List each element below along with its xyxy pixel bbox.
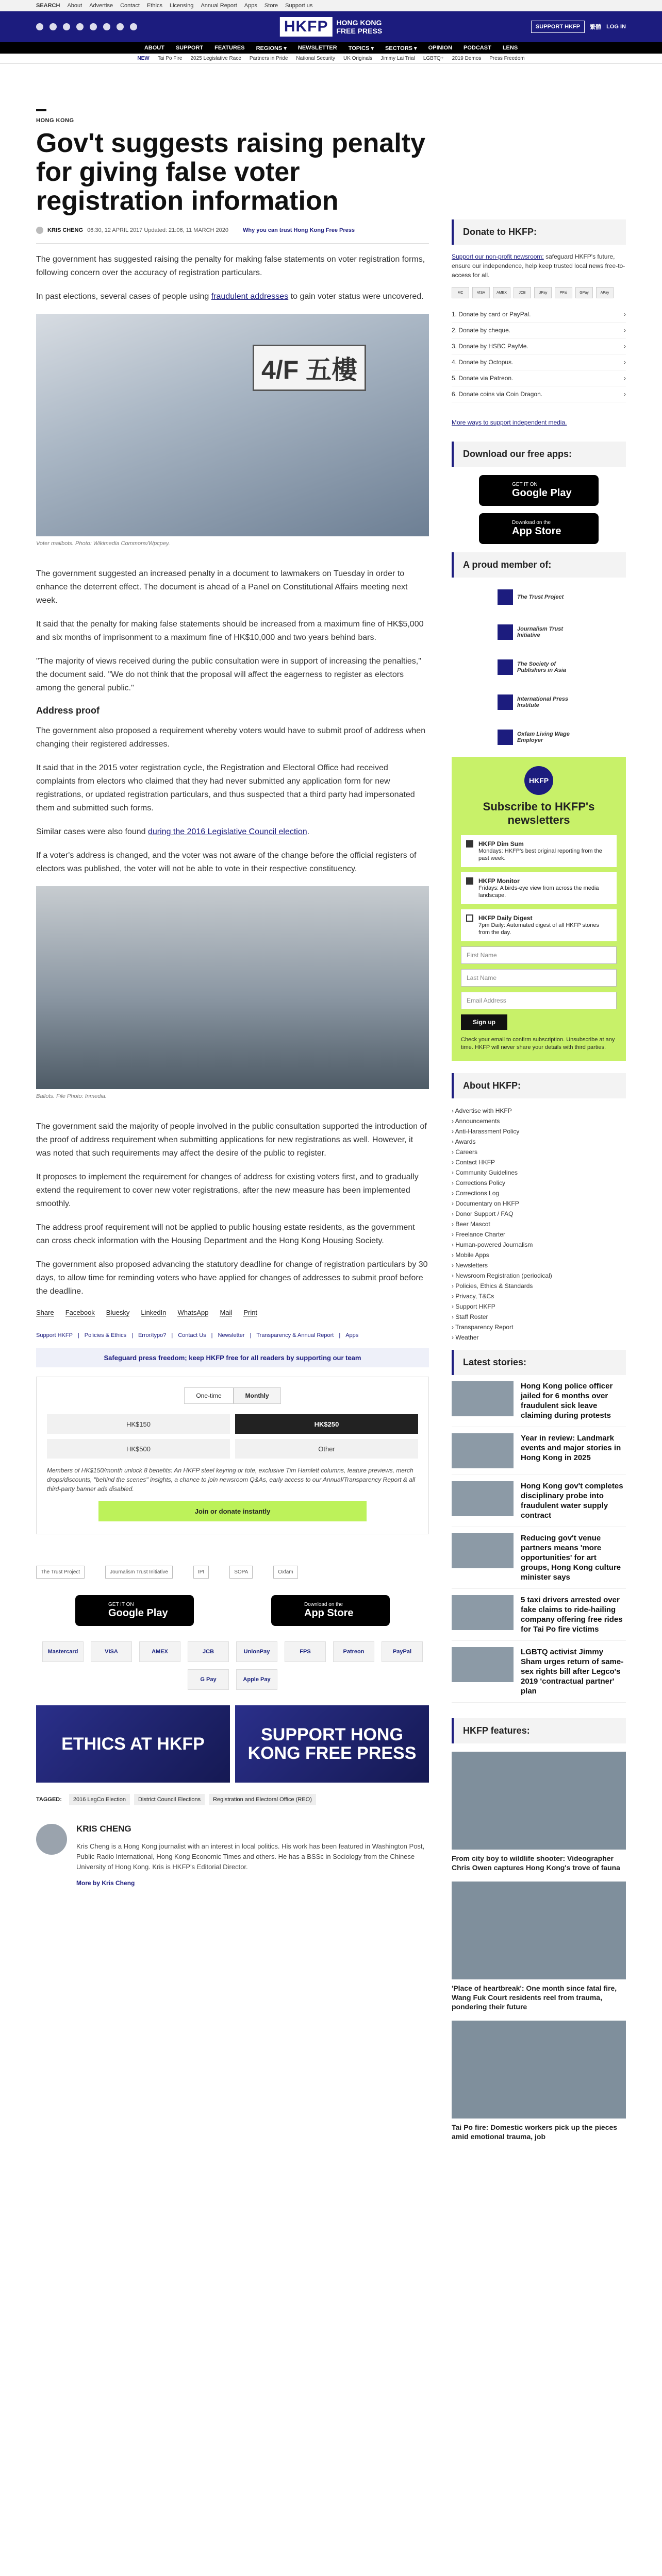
new-label: NEW (137, 56, 150, 61)
share-label: Share (36, 1309, 54, 1316)
trending-national-security[interactable]: National Security (296, 56, 335, 61)
site-header (0, 11, 662, 42)
first-name-input[interactable]: First Name (461, 946, 617, 964)
about-link[interactable]: › Newsroom Registration (periodical) (452, 1270, 626, 1281)
policy-apps[interactable]: Apps (345, 1332, 359, 1338)
trust-link[interactable]: Why you can trust Hong Kong Free Press (243, 227, 355, 233)
newsletter-name: HKFP Daily Digest (478, 914, 533, 922)
about-link[interactable]: › Policies, Ethics & Standards (452, 1281, 626, 1291)
paragraph-text: to gain voter status were uncovered. (288, 292, 424, 301)
story-thumbnail (452, 1647, 514, 1682)
author-box (36, 1824, 429, 1887)
policy-contact[interactable]: Contact Us (178, 1332, 206, 1338)
newsletter-option[interactable] (461, 835, 617, 867)
checkbox-checked[interactable] (466, 840, 473, 848)
about-link[interactable]: › Careers (452, 1147, 626, 1157)
features-list (452, 1752, 626, 2141)
donate-option-label: 4. Donate by Octopus. (452, 359, 514, 366)
sopa-logo[interactable]: SOPA (229, 1566, 253, 1579)
one-time-tab[interactable]: One-time (184, 1387, 233, 1404)
x-icon[interactable] (49, 23, 57, 30)
ipi-logo[interactable]: IPI (193, 1566, 209, 1579)
feature-title[interactable]: 'Place of heartbreak': One month since fatal fire, Wang Fuk Court residents reel from trauma, pondering their future (452, 1984, 617, 2011)
newsletter-title: Subscribe to HKFP's newsletters (483, 800, 595, 826)
gp-big-text: Google Play (512, 487, 572, 499)
story-item[interactable] (452, 1641, 626, 1703)
apps-heading: Download our free apps: (452, 442, 626, 467)
member-name: Oxfam Living Wage Employer (517, 731, 570, 743)
policy-ethics[interactable]: Policies & Ethics (84, 1332, 127, 1338)
story-title: Hong Kong police officer jailed for 6 months over fraudulent sick leave claiming during protests (521, 1382, 613, 1420)
card-logo: MC (452, 287, 469, 298)
donate-option[interactable] (452, 354, 626, 370)
site-logo[interactable] (280, 17, 382, 37)
donate-option-label: 3. Donate by HSBC PayMe. (452, 343, 528, 350)
paragraph: The government has suggested raising the penalty for making false statements on voter registration forms, following concern over the accuracy of registration particulars. (36, 255, 425, 277)
ethics-promo[interactable]: ETHICS AT HKFP (36, 1705, 230, 1783)
amount-option-selected[interactable]: HK$250 (235, 1414, 418, 1434)
trending-partners-pride[interactable]: Partners in Pride (249, 56, 288, 61)
card-logo: PPal (555, 287, 572, 298)
chevron-right-icon: › (624, 359, 626, 366)
join-donate-button[interactable]: Join or donate instantly (98, 1501, 367, 1521)
signup-button[interactable]: Sign up (461, 1014, 507, 1030)
nav-support[interactable]: SUPPORT (175, 45, 204, 51)
chevron-right-icon: › (624, 327, 626, 334)
share-bluesky[interactable]: Bluesky (106, 1309, 130, 1316)
about-heading: About HKFP: (452, 1073, 626, 1098)
support-hkfp-button[interactable]: SUPPORT HKFP (531, 21, 585, 33)
trending-uk-originals[interactable]: UK Originals (343, 56, 373, 61)
gpay-icon: G Pay (188, 1669, 229, 1690)
story-item[interactable] (452, 1475, 626, 1527)
share-print[interactable]: Print (243, 1309, 258, 1316)
feature-image[interactable] (452, 1882, 626, 1979)
youtube-icon[interactable] (90, 23, 97, 30)
oxfam-logo[interactable]: Oxfam (273, 1566, 297, 1579)
newsletter-signup (452, 757, 626, 1061)
member-name: The Society of Publishers in Asia (517, 661, 566, 673)
about-link[interactable]: › Transparency Report (452, 1322, 626, 1332)
support-newsroom-link[interactable]: Support our non-profit newsroom: (452, 253, 544, 260)
policy-newsletter[interactable]: Newsletter (218, 1332, 245, 1338)
as-small-text: Download on the (304, 1602, 343, 1607)
amount-option-other[interactable]: Other (235, 1439, 418, 1459)
trust-project-logo[interactable]: The Trust Project (36, 1566, 85, 1579)
chevron-right-icon: › (624, 375, 626, 382)
paragraph: It said that the penalty for making false statements should be increased from a maximum fine of HK$5,000 and six months of imprisonment to a maximum fine of HK$10,000 and two years behind bars. (36, 620, 424, 642)
paragraph: The address proof requirement will not be applied to public housing estate residents, as the government can cross check information with the Housing Department and the Hong Kong Housing Society. (36, 1223, 415, 1245)
topbar-apps-link[interactable]: Apps (244, 2, 257, 9)
story-thumbnail (452, 1381, 514, 1416)
frequency-toggle (47, 1387, 418, 1404)
facebook-icon[interactable] (36, 23, 43, 30)
trending-nav (0, 54, 662, 64)
amount-option[interactable]: HK$500 (47, 1439, 230, 1459)
jti-icon (498, 624, 513, 640)
photo-caption: Ballots. File Photo: Inmedia. (36, 1093, 107, 1099)
author-info (76, 1824, 429, 1887)
nav-newsletter[interactable]: NEWSLETTER (297, 45, 337, 51)
checkbox-checked[interactable] (466, 877, 473, 885)
trending-press-freedom[interactable]: Press Freedom (489, 56, 525, 61)
latest-stories (452, 1375, 626, 1703)
paragraph (36, 825, 429, 839)
about-link[interactable]: › Corrections Policy (452, 1178, 626, 1188)
nav-podcast[interactable]: PODCAST (464, 45, 491, 51)
header-actions (531, 21, 626, 33)
about-link[interactable]: › Advertise with HKFP (452, 1106, 626, 1116)
about-link[interactable]: › Beer Mascot (452, 1219, 626, 1229)
about-link[interactable]: › Contact HKFP (452, 1157, 626, 1167)
about-links (452, 1098, 626, 1350)
share-linkedin[interactable]: LinkedIn (141, 1309, 167, 1316)
mastercard-icon: Mastercard (42, 1641, 84, 1662)
trending-jimmy-lai[interactable]: Jimmy Lai Trial (380, 56, 415, 61)
member-logo[interactable] (498, 692, 580, 713)
partner-logos (36, 1564, 429, 1580)
about-link[interactable]: › Human-powered Journalism (452, 1240, 626, 1250)
trending-tai-po-fire[interactable]: Tai Po Fire (157, 56, 183, 61)
topbar-ethics-link[interactable]: Ethics (146, 2, 162, 9)
more-ways-link[interactable]: More ways to support independent media. (452, 419, 567, 426)
policy-error[interactable]: Error/typo? (138, 1332, 167, 1338)
story-title: Year in review: Landmark events and major stories in Hong Kong in 2025 (521, 1434, 621, 1462)
topbar-about-link[interactable]: About (67, 2, 82, 9)
donate-option[interactable] (452, 323, 626, 338)
paragraph: "The majority of views received during the public consultation were in support of increasing the penalties," the document said. "We do not think that the proposal will affect the eagerness to register as electors among the general public." (36, 657, 421, 692)
donate-option-label: 5. Donate via Patreon. (452, 375, 514, 382)
author-avatar (36, 227, 43, 234)
about-link[interactable]: › Newsletters (452, 1260, 626, 1270)
paragraph: The government also proposed advancing the statutory deadline for change of registration particulars by 30 days, to allow time for reminding voters who have applied for changes of addresses to submit proof before the deadline. (36, 1260, 428, 1296)
as-big-text: App Store (304, 1607, 354, 1619)
topbar-licensing-link[interactable]: Licensing (169, 2, 194, 9)
article-title: Gov't suggests raising penalty for giving false voter registration information (36, 128, 425, 216)
donate-widget (452, 245, 626, 442)
card-logo: GPay (575, 287, 593, 298)
gp-small-text: GET IT ON (512, 482, 538, 487)
patreon-icon: Patreon (333, 1641, 374, 1662)
topbar-contact-link[interactable]: Contact (120, 2, 140, 9)
rss-icon[interactable] (130, 23, 137, 30)
trending-legislative-race[interactable]: 2025 Legislative Race (190, 56, 241, 61)
member-name: Journalism Trust Initiative (517, 626, 564, 638)
donate-option-label: 2. Donate by cheque. (452, 327, 511, 334)
tags-row (36, 1794, 429, 1805)
floor-sign: 4/F 五樓 (253, 345, 366, 391)
tags-label: TAGGED: (36, 1797, 62, 1803)
divider (36, 243, 429, 244)
hkfp-badge: HKFP (524, 766, 553, 795)
donate-intro-text: safeguard HKFP's future, ensure our independence, help keep trusted local news free-to-access for all. (452, 253, 625, 279)
author-name[interactable]: KRIS CHENG (76, 1824, 131, 1834)
app-store-buttons (36, 1595, 429, 1626)
newsletter-desc: Mondays: HKFP's best original reporting from the past week. (478, 848, 602, 861)
member-logos (452, 587, 626, 748)
member-logo[interactable] (498, 657, 580, 677)
feature-image[interactable] (452, 2021, 626, 2119)
paypal-icon: PayPal (382, 1641, 423, 1662)
monthly-tab[interactable]: Monthly (234, 1387, 281, 1404)
story-item[interactable] (452, 1527, 626, 1589)
about-link[interactable]: › Weather (452, 1332, 626, 1343)
story-item[interactable] (452, 1427, 626, 1475)
instagram-icon[interactable] (63, 23, 70, 30)
author-bio: Kris Cheng is a Hong Kong journalist with an interest in local politics. His work has been featured in Washington Post, Public Radio International, Hong Kong Economic Times and others. He has a BSSc in Sociology from the Chinese University of Hong Kong. Kris is HKFP's Editorial Director. (76, 1842, 425, 1871)
author-link[interactable]: KRIS CHENG (47, 227, 84, 233)
donation-box (36, 1377, 429, 1534)
about-link[interactable]: › Support HKFP (452, 1301, 626, 1312)
story-title: Hong Kong gov't completes disciplinary probe into fraudulent water supply contract (521, 1482, 623, 1520)
donate-option[interactable] (452, 386, 626, 402)
donate-option[interactable] (452, 370, 626, 386)
paragraph: The government said the majority of people involved in the public consultation supported the introduction of the proof of address requirement when submitting applications for new registrations as well. However, it was noted that such requirements may affect the desire of the public to register. (36, 1122, 427, 1158)
member-logo[interactable] (498, 587, 580, 607)
donate-option[interactable] (452, 307, 626, 323)
section-rule (36, 109, 46, 111)
story-title: LGBTQ activist Jimmy Sham urges return of same-sex rights bill after Legco's 2019 'contractual partner' plan (521, 1648, 624, 1696)
topbar-annual-report-link[interactable]: Annual Report (201, 2, 237, 9)
card-logo: VISA (472, 287, 490, 298)
feature-image[interactable] (452, 1752, 626, 1850)
checkbox[interactable] (466, 914, 473, 922)
app-store-button[interactable] (479, 513, 599, 544)
member-logo[interactable] (498, 727, 580, 748)
share-whatsapp[interactable]: WhatsApp (177, 1309, 209, 1316)
policy-transparency[interactable]: Transparency & Annual Report (256, 1332, 334, 1338)
nav-opinion[interactable]: OPINION (428, 45, 453, 51)
feature-title[interactable]: From city boy to wildlife shooter: Videographer Chris Owen captures Hong Kong's trove of fauna (452, 1854, 620, 1872)
article-column (36, 109, 429, 1887)
story-title: 5 taxi drivers arrested over fake claims to ride-hailing company offering free rides for Tai Po fire victims (521, 1596, 623, 1634)
jti-logo[interactable]: Journalism Trust Initiative (105, 1566, 173, 1579)
topbar-advertise-link[interactable]: Advertise (89, 2, 113, 9)
logo-wordmark (336, 19, 382, 35)
amex-icon: AMEX (139, 1641, 180, 1662)
amount-grid (47, 1414, 418, 1459)
share-bar (36, 1309, 429, 1317)
mailbox-photo (36, 314, 429, 536)
newsletter-name: HKFP Monitor (478, 877, 520, 885)
oxfam-icon (498, 730, 513, 745)
jcb-icon: JCB (188, 1641, 229, 1662)
linkedin-icon[interactable] (103, 23, 110, 30)
nav-lens[interactable]: LENS (502, 45, 518, 51)
newsletter-note: Check your email to confirm subscription. Unsubscribe at any time. HKFP will never share your details with third parties. (461, 1037, 615, 1050)
paragraph: If a voter's address is changed, and the voter was not aware of the change before the official registers of electors was published, the voter will not be able to vote in their respective constituency. (36, 851, 417, 873)
card-logos (452, 287, 626, 298)
support-promo[interactable]: SUPPORT HONG KONG FREE PRESS (235, 1705, 429, 1783)
feature-title[interactable]: Tai Po fire: Domestic workers pick up the pieces amid emotional trauma, job (452, 2123, 618, 2141)
story-thumbnail (452, 1481, 514, 1516)
fraudulent-addresses-link[interactable]: fraudulent addresses (211, 292, 289, 301)
newsletter-option[interactable] (461, 909, 617, 941)
chevron-right-icon: › (624, 343, 626, 350)
sidebar-app-buttons (452, 475, 626, 544)
about-link[interactable]: › Mobile Apps (452, 1250, 626, 1260)
nav-features[interactable]: FEATURES (214, 45, 245, 51)
top-utility-bar (0, 0, 662, 11)
trust-project-icon (498, 589, 513, 605)
payment-methods (36, 1641, 429, 1690)
donate-option-label: 6. Donate coins via Coin Dragon. (452, 391, 543, 398)
nav-topics[interactable]: TOPICS ▾ (348, 45, 374, 52)
app-store-button[interactable] (271, 1595, 390, 1626)
google-play-button[interactable] (479, 475, 599, 506)
paragraph-text: Similar cases were also found (36, 827, 148, 836)
promo-banners (36, 1705, 429, 1783)
membership-note: Members of HK$150/month unlock 8 benefits: An HKFP steel keyring or tote, exclusive Tim Hamlett columns, feature previews, merch drops/discounts, "behind the scenes" insights, a chance to join newsroom Q&As, early access to our Annual/Transparency Report & all third-party banner ads disabled. (47, 1467, 416, 1493)
policy-links: Support HKFP | Policies & Ethics | Error/typo? | Contact Us | Newsletter | Transparency & Annual Report | Apps (36, 1332, 359, 1338)
dateline: 06:30, 12 APRIL 2017 Updated: 21:06, 11 MARCH 2020 (87, 227, 229, 233)
member-heading: A proud member of: (452, 552, 626, 578)
trending-lgbtq[interactable]: LGBTQ+ (423, 56, 444, 61)
sopa-icon (498, 659, 513, 675)
paragraph (36, 290, 429, 303)
story-title: Reducing gov't venue partners means 'more opportunities' for art groups, Hong Kong culture minister says (521, 1534, 621, 1582)
newsletter-name: HKFP Dim Sum (478, 840, 524, 848)
google-play-button[interactable] (75, 1595, 194, 1626)
byline (36, 227, 429, 234)
threads-icon[interactable] (76, 23, 84, 30)
bluesky-icon[interactable] (117, 23, 124, 30)
story-item[interactable] (452, 1589, 626, 1641)
subheading: Address proof (36, 705, 100, 716)
latest-heading: Latest stories: (452, 1350, 626, 1375)
chevron-right-icon: › (624, 391, 626, 398)
paragraph: The government suggested an increased penalty in a document to lawmakers on Tuesday in order to enhance the deterrent effect. The document is ahead of a Panel on Constitutional Affairs meeting next week. (36, 569, 408, 605)
about-link[interactable]: › Awards (452, 1137, 626, 1147)
policy-support[interactable]: Support HKFP (36, 1332, 73, 1338)
more-by-author-link[interactable]: More by Kris Cheng (76, 1879, 135, 1887)
paragraph-text: . (307, 827, 310, 836)
paragraph: The government also proposed a requirement whereby voters would have to submit proof of address when changing their registered addresses. (36, 726, 426, 749)
nav-about[interactable]: ABOUT (144, 45, 164, 51)
member-name: International Press Institute (517, 696, 569, 708)
card-logo: APay (596, 287, 614, 298)
about-link[interactable]: › Freelance Charter (452, 1229, 626, 1240)
photo-caption: Voter mailbots. Photo: Wikimedia Commons/Wpcpey. (36, 540, 170, 547)
amount-option[interactable]: HK$150 (47, 1414, 230, 1434)
story-thumbnail (452, 1595, 514, 1630)
last-name-input[interactable]: Last Name (461, 969, 617, 987)
as-big-text: App Store (512, 526, 561, 537)
section-label[interactable]: HONG KONG (36, 117, 74, 124)
newsletter-option-text (478, 840, 611, 862)
newsletter-desc: 7pm Daily: Automated digest of all HKFP stories from the day. (478, 922, 599, 936)
donate-intro (452, 252, 626, 280)
unionpay-icon: UnionPay (236, 1641, 277, 1662)
story-item[interactable] (452, 1375, 626, 1427)
story-thumbnail (452, 1533, 514, 1568)
about-link[interactable]: › Donor Support / FAQ (452, 1209, 626, 1219)
tag-item[interactable]: District Council Elections (134, 1794, 205, 1805)
member-logo[interactable] (498, 622, 580, 642)
sidebar (452, 219, 626, 2150)
fps-icon: FPS (285, 1641, 326, 1662)
share-mail[interactable]: Mail (220, 1309, 233, 1316)
about-link[interactable]: › Documentary on HKFP (452, 1198, 626, 1209)
donate-heading: Donate to HKFP: (452, 219, 626, 245)
trending-2019-demos[interactable]: 2019 Demos (452, 56, 482, 61)
gp-small-text: GET IT ON (108, 1602, 134, 1607)
card-logo: JCB (514, 287, 531, 298)
newsletter-desc: Fridays: A birds-eye view from across the media landscape. (478, 885, 599, 899)
card-logo: AMEX (493, 287, 510, 298)
login-link[interactable]: LOG IN (606, 24, 626, 30)
logo-line-2: FREE PRESS (336, 27, 383, 35)
nav-sectors[interactable]: SECTORS ▾ (385, 45, 417, 52)
applepay-icon: Apple Pay (236, 1669, 277, 1690)
chevron-right-icon: › (624, 311, 626, 318)
tag-item[interactable]: Registration and Electoral Office (REO) (209, 1794, 316, 1805)
about-link[interactable]: › Anti-Harassment Policy (452, 1126, 626, 1137)
language-switch[interactable]: 繁體 (590, 24, 602, 30)
ipi-icon (498, 694, 513, 710)
about-link[interactable]: › Corrections Log (452, 1188, 626, 1198)
nav-regions[interactable]: REGIONS ▾ (256, 45, 287, 52)
story-thumbnail (452, 1433, 514, 1468)
legco-election-link[interactable]: during the 2016 Legislative Council election (147, 827, 307, 836)
donate-option[interactable] (452, 338, 626, 354)
email-input[interactable]: Email Address (461, 992, 617, 1009)
newsletter-option-text (478, 914, 611, 936)
about-link[interactable]: › Community Guidelines (452, 1167, 626, 1178)
ballots-photo (36, 886, 429, 1089)
paragraph: It said that in the 2015 voter registration cycle, the Registration and Electoral Office had received complaints from electors who claimed that they had never submitted any application form for new registrations, or updated registration particulars, and thus suspected that a third party had impersonated them and submitted such forms. (36, 764, 415, 812)
topbar-search-link[interactable]: SEARCH (36, 2, 60, 9)
author-photo (36, 1824, 67, 1855)
logo-mark: HKFP (280, 17, 333, 37)
tag-item[interactable]: 2016 LegCo Election (69, 1794, 130, 1805)
paragraph: It proposes to implement the requirement for changes of address for existing voters first, and to gradually extend the requirement to cover new voter registrations, after the new measure has been implemented smoothly. (36, 1173, 419, 1208)
topbar-support-link[interactable]: Support us (285, 2, 313, 9)
logo-line-1: HONG KONG (336, 19, 382, 27)
share-facebook[interactable]: Facebook (65, 1309, 95, 1316)
newsletter-option[interactable] (461, 872, 617, 904)
about-link[interactable]: › Announcements (452, 1116, 626, 1126)
member-name: The Trust Project (517, 594, 564, 600)
topbar-store-link[interactable]: Store (264, 2, 278, 9)
paragraph-text: In past elections, several cases of people using (36, 292, 211, 301)
social-icons (36, 23, 137, 30)
gp-big-text: Google Play (108, 1607, 168, 1619)
newsletter-option-text (478, 877, 611, 899)
safeguard-banner[interactable]: Safeguard press freedom; keep HKFP free for all readers by supporting our team (36, 1348, 429, 1367)
main-nav (0, 42, 662, 54)
about-link[interactable]: › Staff Roster (452, 1312, 626, 1322)
visa-icon: VISA (91, 1641, 132, 1662)
about-link[interactable]: › Privacy, T&Cs (452, 1291, 626, 1301)
as-small-text: Download on the (512, 520, 551, 526)
donate-option-label: 1. Donate by card or PayPal. (452, 311, 531, 318)
features-heading: HKFP features: (452, 1718, 626, 1743)
card-logo: UPay (534, 287, 552, 298)
